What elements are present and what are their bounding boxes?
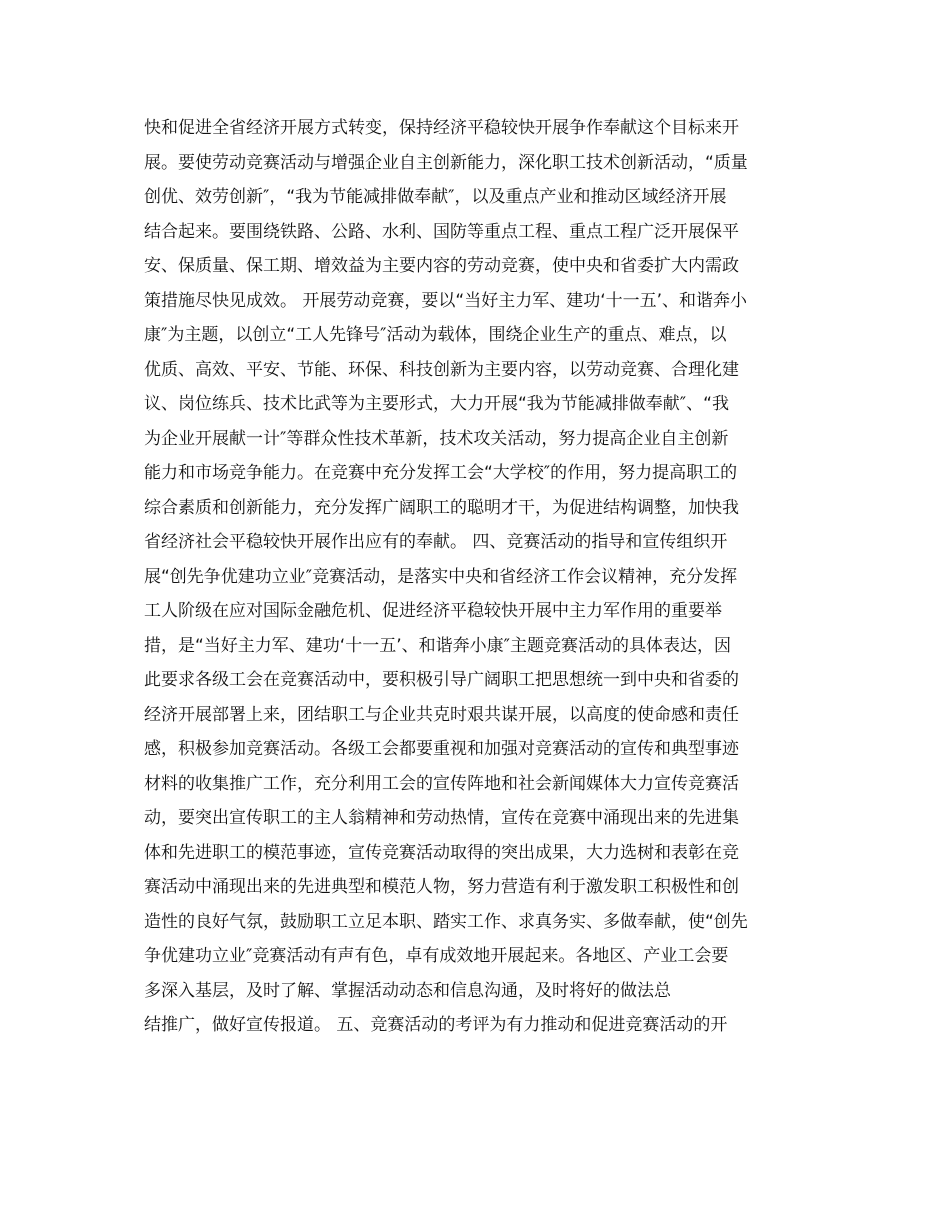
text-line: 造性的良好气氛，鼓励职工立足本职、踏实工作、求真务实、多做奉献，使“创先 — [144, 911, 748, 932]
text-line: 康″为主题，以创立“工人先锋号″活动为载体，围绕企业生产的重点、难点，以 — [144, 325, 727, 345]
text-line: 赛活动中涌现出来的先进典型和模范人物，努力营造有利于激发职工积极性和创 — [144, 877, 739, 897]
text-line: 为企业开展献一计″等群众性技术革新，技术攻关活动，努力提高企业自主创新 — [144, 428, 729, 449]
text-line: 展。要使劳动竞赛活动与增强企业自主创新能力，深化职工技术创新活动，“质量 — [144, 152, 748, 173]
text-line: 多深入基层，及时了解、掌握活动动态和信息沟通，及时将好的做法总 — [144, 980, 671, 1001]
text-line: 快和促进全省经济开展方式转变，保持经济平稳较快开展争作奉献这个目标来开 — [144, 118, 739, 138]
text-line: 结合起来。要围绕铁路、公路、水利、国防等重点工程、重点工程广泛开展保平 — [144, 221, 739, 242]
text-line: 能力和市场竞争能力。在竞赛中充分发挥工会“大学校″的作用，努力提高职工的 — [144, 463, 738, 483]
text-line: 动，要突出宣传职工的主人翁精神和劳动热情，宣传在竞赛中涌现出来的先进集 — [144, 808, 739, 828]
text-line: 安、保质量、保工期、增效益为主要内容的劳动竞赛，使中央和省委扩大内需政 — [144, 256, 739, 276]
text-line: 创优、效劳创新″，“我为节能减排做奉献″，以及重点产业和推动区域经济开展 — [144, 187, 727, 207]
text-line: 议、岗位练兵、技术比武等为主要形式，大力开展“我为节能减排做奉献″、“我 — [144, 394, 729, 414]
text-line: 工人阶级在应对国际金融危机、促进经济平稳较快开展中主力军作用的重要举 — [144, 601, 722, 621]
text-line: 省经济社会平稳较快开展作出应有的奉献。 四、竞赛活动的指导和宣传组织开 — [144, 532, 728, 552]
body-text — [144, 111, 824, 1043]
text-line: 优质、高效、平安、节能、环保、科技创新为主要内容，以劳动竞赛、合理化建 — [144, 359, 739, 380]
text-line: 结推广，做好宣传报道。 五、竞赛活动的考评为有力推动和促进竞赛活动的开 — [144, 1015, 728, 1035]
text-line: 体和先进职工的模范事迹，宣传竞赛活动取得的突出成果，大力选树和表彰在竞 — [144, 842, 739, 863]
text-line: 经济开展部署上来，团结职工与企业共克时艰共谋开展，以高度的使命感和责任 — [144, 704, 739, 725]
text-line: 策措施尽快见成效。 开展劳动竞赛，要以“当好主力军、建功‘十一五’、和谐奔小 — [144, 290, 748, 311]
text-line: 感，积极参加竞赛活动。各级工会都要重视和加强对竞赛活动的宣传和典型事迹 — [144, 739, 739, 759]
text-line: 展“创先争优建功立业″竞赛活动，是落实中央和省经济工作会议精神，充分发挥 — [144, 566, 738, 587]
text-line: 争优建功立业″竞赛活动有声有色，卓有成效地开展起来。各地区、产业工会要 — [144, 946, 729, 966]
text-line: 此要求各级工会在竞赛活动中，要积极引导广阔职工把思想统一到中央和省委的 — [144, 670, 739, 690]
text-line: 综合素质和创新能力，充分发挥广阔职工的聪明才干，为促进结构调整，加快我 — [144, 497, 739, 518]
text-line: 材料的收集推广工作，充分利用工会的宣传阵地和社会新闻媒体大力宣传竞赛活 — [144, 773, 739, 794]
text-line: 措，是“当好主力军、建功‘十一五’、和谐奔小康″主题竞赛活动的具体表达，因 — [144, 635, 731, 656]
